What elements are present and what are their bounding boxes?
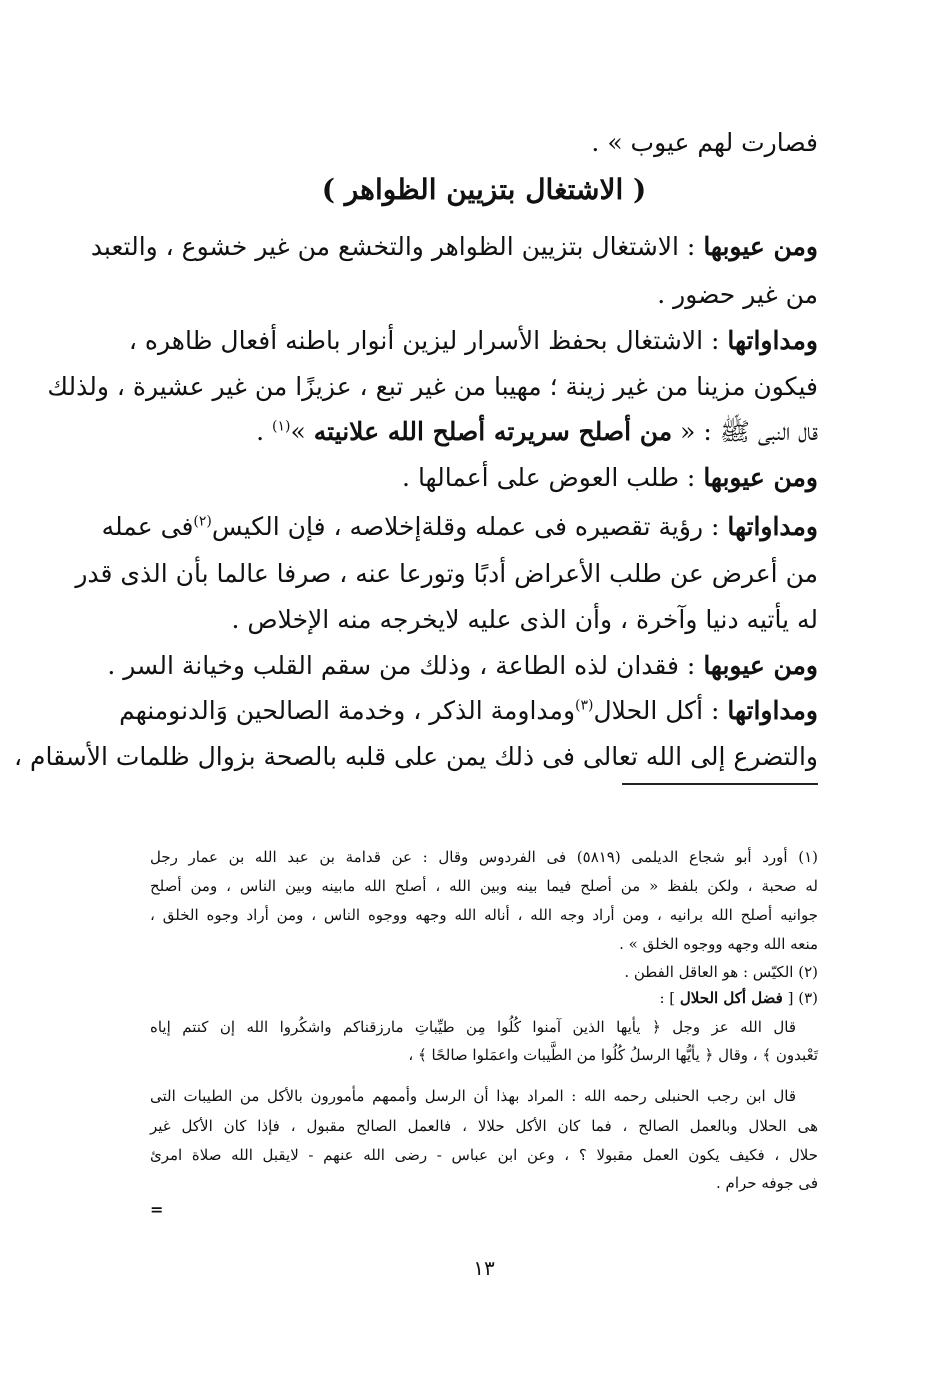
paragraph-text: والتضرع إلى الله تعالى فى ذلك يمن على قلبه بالصحة بزوال ظلمات الأسقام ، — [14, 742, 818, 771]
paragraph-text: فى عمله — [101, 512, 194, 541]
footnote-3-title: فضل أكل الحلال — [679, 989, 783, 1007]
paragraph-1-line-1 — [90, 230, 818, 264]
footnote-separator — [622, 783, 818, 785]
paragraph-label: ومداواتها — [727, 326, 818, 355]
page-number: ١٣ — [473, 1256, 495, 1280]
section-heading: ( الاشتغال بتزيين الظواهر ) — [321, 173, 647, 206]
paragraph-4-line-3 — [150, 603, 818, 637]
continuation-mark: = — [150, 1200, 164, 1219]
paragraph-label: ومن عيوبها — [703, 651, 818, 680]
paragraph-4-line-1 — [101, 510, 818, 544]
paragraph-text: : طلب العوض على أعمالها . — [402, 463, 696, 492]
footnote-1-line-2: له صحبة ، ولكن بلفظ « من أصلح فيما بينه وبين الله ، أصلح الله مابينه وبين الناس ، ومن أصلح — [150, 877, 818, 895]
paragraph-6-line-2 — [14, 740, 818, 774]
paragraph-text: : رؤية تقصيره فى عمله وقلةإخلاصه ، فإن الكيس — [211, 512, 720, 541]
footnote-3-line-3: قال ابن رجب الحنبلى رحمه الله : المراد بهذا أن الرسل وأممهم مأمورون بالأكل من الطيبات التى — [150, 1087, 796, 1105]
paragraph-text: من غير حضور . — [657, 280, 818, 309]
footnote-3-line-5: حلال ، فكيف يكون العمل مقبولا ؟ ، وعن ابن عباس - رضى الله عنهم - لايقبل الله صلاة امرئ — [150, 1146, 818, 1164]
footnote-1-line-3: جوانيه أصلح الله برانيه ، ومن أراد وجه الله ، أناله الله وجهه ووجوه الناس ، ومن أراد وجوه الخلق ، — [150, 906, 818, 924]
footnote-3-line-2: تَعْبدون ﴾ ، وقال ﴿ يأيُّها الرسلُ كُلُوا من الطَّيبات واعمَلوا صالحًا ﴾ ، — [408, 1046, 818, 1064]
hadith-text: من أصلح سريرته أصلح الله علانيته — [313, 417, 673, 446]
paragraph-2-line-3 — [150, 415, 818, 449]
paragraph-text: فيكون مزينا من غير زينة ؛ مهيبا من غير تبع ، عزيزًا من غير عشيرة ، ولذلك — [47, 372, 818, 401]
footnote-3-line-6: فى جوفه حرام . — [716, 1174, 818, 1192]
paragraph-text: قال النبى ﷺ : « — [672, 417, 818, 446]
footnote-3-line-1: قال الله عز وجل ﴿ يأيها الذين آمنوا كُلُوا مِن طيِّباتِ مارزقناكم واشكُروا الله إن كنتم إياه — [150, 1018, 796, 1036]
period: . — [256, 417, 272, 446]
footnote-3-close: ] : — [659, 989, 680, 1007]
paragraph-text: من أعرض عن طلب الأعراض أدبًا وتورعا عنه ، صرفا عالما بأن الذى قدر — [75, 559, 818, 588]
paragraph-3-line-1 — [150, 461, 818, 495]
footnote-1-line-4: منعه الله وجهه ووجوه الخلق » . — [619, 935, 818, 953]
paragraph-text: : فقدان لذه الطاعة ، وذلك من سقم القلب وخيانة السر . — [107, 651, 696, 680]
paragraph-1-line-2 — [150, 278, 818, 312]
footnote-3-line-4: هى الحلال وبالعمل الصالح ، فما كان الأكل حلالا ، فالعمل الصالح مقبول ، فإذا كان الأكل غير — [150, 1117, 818, 1135]
footnote-2: (٢) الكيّس : هو العاقل الفطن . — [624, 963, 818, 981]
paragraph-label: ومداواتها — [727, 696, 818, 725]
footnote-3-header — [150, 986, 818, 1010]
paragraph-2-line-1 — [128, 324, 818, 358]
footnote-1-line-1: (١) أورد أبو شجاع الديلمى (٥٨١٩) فى الفردوس وقال : عن قدامة بن عبد الله بن عمار رجل — [150, 848, 818, 866]
paragraph-label: ومن عيوبها — [703, 232, 818, 261]
quote-close: » — [290, 417, 314, 446]
paragraph-text: ومداومة الذكر ، وخدمة الصالحين وَالدنومنهم — [119, 696, 576, 725]
footnote-ref-3[interactable]: (٣) — [575, 697, 594, 714]
opening-line — [150, 126, 818, 160]
paragraph-text: : الاشتغال بحفظ الأسرار ليزين أنوار باطنه أفعال ظاهره ، — [128, 326, 720, 355]
footnote-ref-1[interactable]: (١) — [271, 418, 291, 435]
footnote-3-open: (٣) [ — [782, 989, 818, 1007]
paragraph-4-line-2 — [75, 557, 818, 591]
paragraph-2-line-2 — [47, 370, 818, 404]
paragraph-text: : أكل الحلال — [593, 696, 720, 725]
paragraph-text: : الاشتغال بتزيين الظواهر والتخشع من غير خشوع ، والتعبد — [90, 232, 696, 261]
paragraph-text: له يأتيه دنيا وآخرة ، وأن الذى عليه لايخرجه منه الإخلاص . — [231, 605, 818, 634]
opening-text: فصارت لهم عيوب » . — [591, 128, 818, 157]
paragraph-label: ومداواتها — [727, 512, 818, 541]
book-page — [14, 118, 818, 1368]
footnote-ref-2[interactable]: (٢) — [193, 513, 212, 530]
paragraph-5-line-1 — [107, 649, 818, 683]
paragraph-label: ومن عيوبها — [703, 463, 818, 492]
paragraph-6-line-1 — [119, 694, 818, 728]
